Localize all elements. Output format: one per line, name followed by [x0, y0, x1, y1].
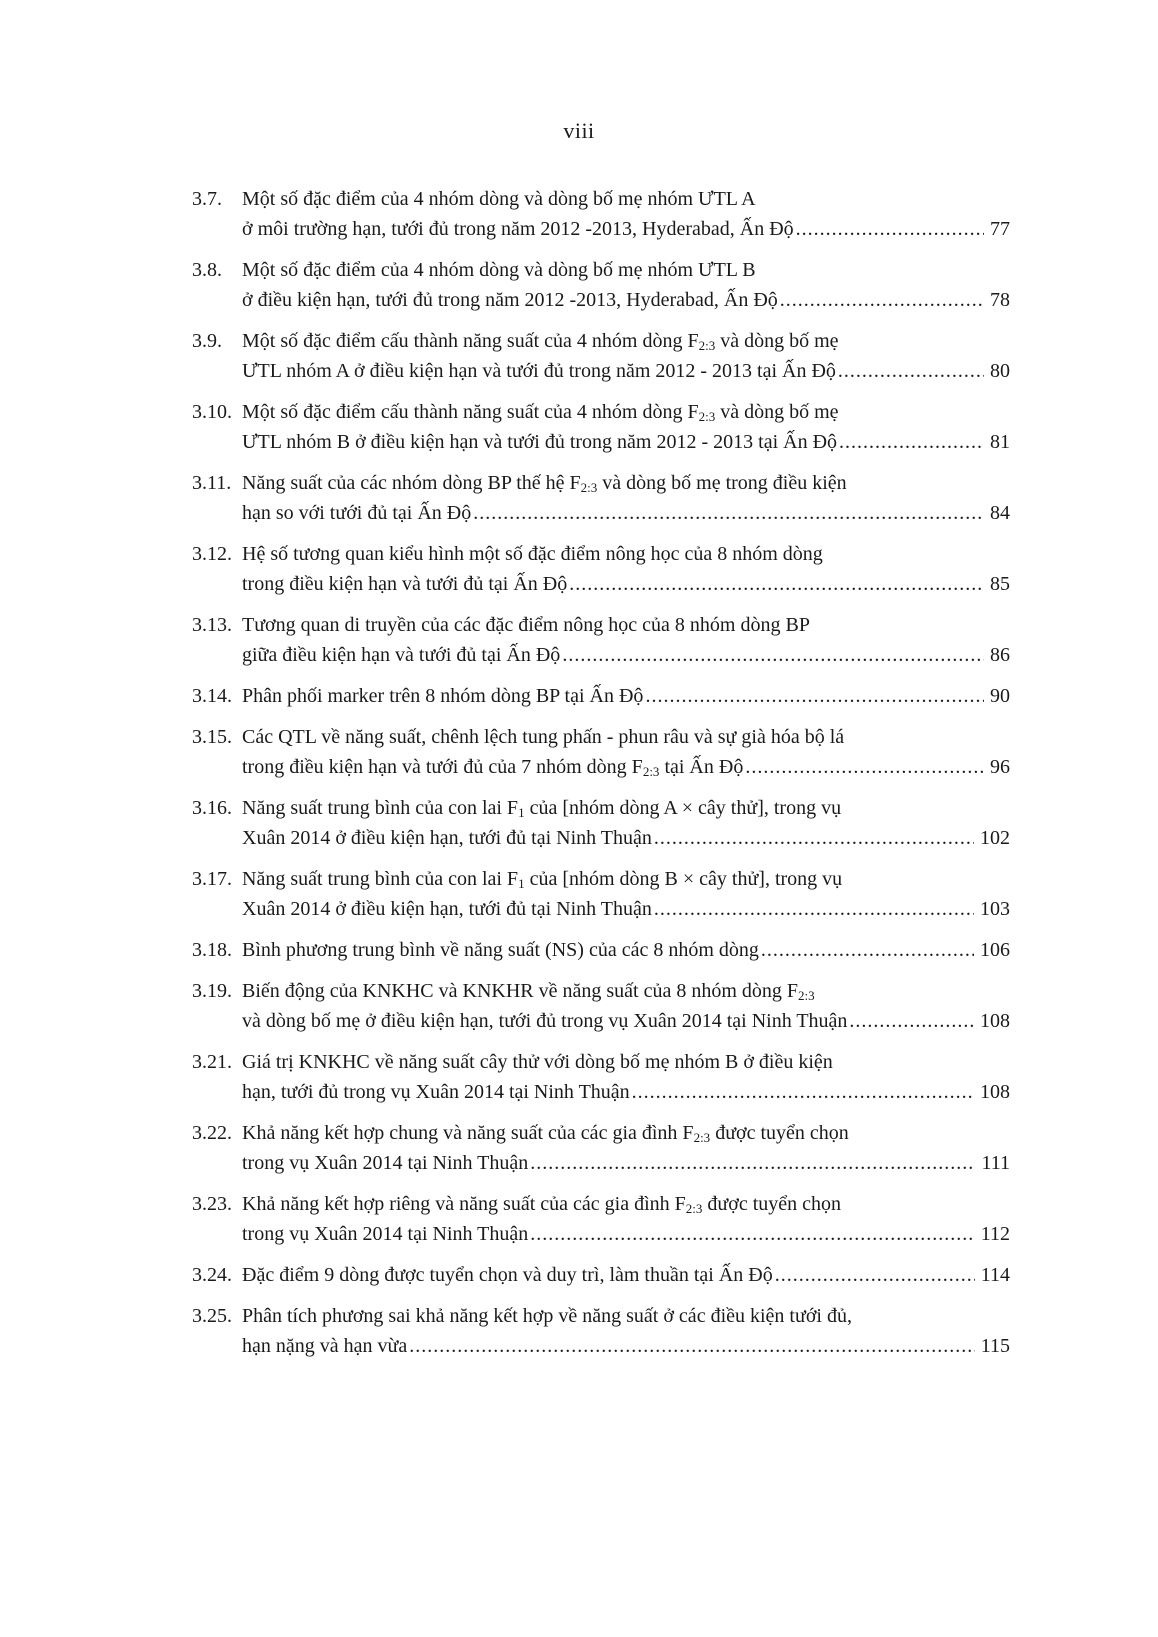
entry-title-line2: trong vụ Xuân 2014 tại Ninh Thuận	[242, 1223, 529, 1245]
entry-page: 96	[990, 756, 1010, 778]
toc-entry[interactable]	[192, 1047, 1010, 1107]
toc-entry[interactable]	[192, 864, 1010, 924]
entry-page: 90	[990, 685, 1010, 707]
leader-dots	[530, 1219, 974, 1249]
entry-title-line2: ở điều kiện hạn, tưới đủ trong năm 2012 -2013, Hyderabad, Ấn Độ	[242, 289, 778, 311]
subscript: 1	[518, 876, 525, 891]
entry-title-line1: Các QTL về năng suất, chênh lệch tung phấn - phun râu và sự già hóa bộ lá	[242, 726, 845, 748]
entry-title-part: và dòng bố mẹ	[715, 401, 839, 423]
toc-entry[interactable]	[192, 326, 1010, 386]
entry-page: 86	[990, 644, 1010, 666]
leader-dots	[745, 752, 984, 782]
entry-title-line2: ƯTL nhóm B ở điều kiện hạn và tưới đủ trong năm 2012 - 2013 tại Ấn Độ	[242, 431, 838, 453]
leader-dots	[654, 823, 974, 853]
entry-title-part: Năng suất của các nhóm dòng BP thế hệ F	[242, 472, 581, 494]
entry-page: 112	[980, 1223, 1010, 1245]
entry-page: 81	[990, 431, 1010, 453]
toc-entry[interactable]	[192, 935, 1010, 965]
entry-title-part: Khả năng kết hợp chung và năng suất của các gia đình F	[242, 1122, 694, 1144]
entry-number: 3.23.	[192, 1193, 232, 1215]
toc-entry[interactable]	[192, 468, 1010, 528]
leader-dots	[632, 1077, 974, 1107]
toc-entry[interactable]	[192, 610, 1010, 670]
leader-dots	[530, 1148, 975, 1178]
entry-page: 115	[980, 1335, 1010, 1357]
entry-title-line2: và dòng bố mẹ ở điều kiện hạn, tưới đủ trong vụ Xuân 2014 tại Ninh Thuận	[242, 1010, 848, 1032]
toc-entry[interactable]	[192, 1189, 1010, 1249]
entry-page: 102	[980, 827, 1010, 849]
subscript: 2:3	[798, 988, 815, 1003]
entry-page: 84	[990, 502, 1010, 524]
entry-number: 3.15.	[192, 726, 232, 748]
entry-title-part: Một số đặc điểm cấu thành năng suất của 4 nhóm dòng F	[242, 330, 699, 352]
table-of-contents	[192, 184, 1010, 1372]
leader-dots	[645, 681, 984, 711]
entry-title-line2: giữa điều kiện hạn và tưới đủ tại Ấn Độ	[242, 644, 561, 666]
entry-title-line2: hạn, tưới đủ trong vụ Xuân 2014 tại Ninh Thuận	[242, 1081, 630, 1103]
toc-entry[interactable]	[192, 539, 1010, 599]
entry-title-part: Một số đặc điểm cấu thành năng suất của 4 nhóm dòng F	[242, 401, 699, 423]
entry-number: 3.24.	[192, 1264, 232, 1286]
entry-title-line2: Đặc điểm 9 dòng được tuyển chọn và duy trì, làm thuần tại Ấn Độ	[242, 1264, 773, 1286]
page-number: viii	[563, 118, 595, 143]
entry-title-line1: Một số đặc điểm của 4 nhóm dòng và dòng bố mẹ nhóm ƯTL A	[242, 188, 756, 210]
entry-title-part: Năng suất trung bình của con lai F	[242, 868, 519, 890]
leader-dots	[473, 498, 984, 528]
entry-title-part: trong điều kiện hạn và tưới đủ của 7 nhóm dòng F	[242, 756, 643, 778]
entry-title-line1	[242, 326, 839, 356]
entry-title-line1: Tương quan di truyền của các đặc điểm nông học của 8 nhóm dòng BP	[242, 614, 810, 636]
entry-title-part: được tuyển chọn	[710, 1122, 849, 1144]
entry-title-part: Năng suất trung bình của con lai F	[242, 797, 519, 819]
entry-number: 3.17.	[192, 868, 232, 890]
entry-title-line1: Phân tích phương sai khả năng kết hợp về năng suất ở các điều kiện tưới đủ,	[242, 1305, 852, 1327]
subscript: 2:3	[642, 764, 660, 779]
leader-dots	[569, 569, 984, 599]
entry-page: 108	[980, 1081, 1010, 1103]
leader-dots	[796, 214, 984, 244]
entry-title-part: và dòng bố mẹ trong điều kiện	[597, 472, 847, 494]
subscript: 2:3	[580, 480, 598, 495]
entry-title-part: tại Ấn Độ	[659, 756, 744, 778]
subscript: 2:3	[685, 1201, 703, 1216]
entry-number: 3.19.	[192, 980, 232, 1002]
leader-dots	[562, 640, 984, 670]
entry-title-line1	[242, 976, 815, 1006]
entry-number: 3.8.	[192, 259, 222, 281]
toc-entry[interactable]	[192, 722, 1010, 782]
entry-title-line2: Xuân 2014 ở điều kiện hạn, tưới đủ tại Ninh Thuận	[242, 898, 652, 920]
entry-number: 3.11.	[192, 472, 232, 494]
entry-title-part: Khả năng kết hợp riêng và năng suất của các gia đình F	[242, 1193, 686, 1215]
subscript: 1	[518, 805, 525, 820]
toc-entry[interactable]	[192, 976, 1010, 1036]
toc-entry[interactable]	[192, 184, 1010, 244]
entry-number: 3.10.	[192, 401, 232, 423]
toc-entry[interactable]	[192, 793, 1010, 853]
entry-title-line2: Xuân 2014 ở điều kiện hạn, tưới đủ tại Ninh Thuận	[242, 827, 652, 849]
entry-title-line2: ở môi trường hạn, tưới đủ trong năm 2012 -2013, Hyderabad, Ấn Độ	[242, 218, 794, 240]
entry-title-line1: Hệ số tương quan kiểu hình một số đặc điểm nông học của 8 nhóm dòng	[242, 543, 823, 565]
entry-title-line2: trong điều kiện hạn và tưới đủ tại Ấn Độ	[242, 573, 568, 595]
subscript: 2:3	[693, 1130, 711, 1145]
entry-number: 3.13.	[192, 614, 232, 636]
entry-title-line1: Một số đặc điểm của 4 nhóm dòng và dòng bố mẹ nhóm ƯTL B	[242, 259, 756, 281]
toc-entry[interactable]	[192, 255, 1010, 315]
entry-title-line1: Giá trị KNKHC về năng suất cây thử với dòng bố mẹ nhóm B ở điều kiện	[242, 1051, 833, 1073]
entry-number: 3.12.	[192, 543, 232, 565]
entry-page: 106	[980, 939, 1010, 961]
entry-title-line2: hạn nặng và hạn vừa	[242, 1335, 408, 1357]
entry-number: 3.18.	[192, 939, 232, 961]
subscript: 2:3	[698, 338, 716, 353]
entry-title-line2: ƯTL nhóm A ở điều kiện hạn và tưới đủ trong năm 2012 - 2013 tại Ấn Độ	[242, 360, 836, 382]
toc-entry[interactable]	[192, 1118, 1010, 1178]
leader-dots	[838, 356, 984, 386]
entry-title-line2: Bình phương trung bình về năng suất (NS) của các 8 nhóm dòng	[242, 939, 759, 961]
entry-page: 78	[990, 289, 1010, 311]
entry-title-line2: hạn so với tưới đủ tại Ấn Độ	[242, 502, 472, 524]
entry-page: 77	[990, 218, 1010, 240]
leader-dots	[839, 427, 984, 457]
entry-page: 85	[990, 573, 1010, 595]
entry-number: 3.7.	[192, 188, 222, 210]
entry-title-line1	[242, 1189, 841, 1219]
entry-number: 3.21.	[192, 1051, 232, 1073]
entry-title-line1	[242, 468, 847, 498]
entry-title-part: và dòng bố mẹ	[715, 330, 839, 352]
entry-title-line2	[242, 752, 743, 782]
entry-number: 3.16.	[192, 797, 232, 819]
entry-title-part: của [nhóm dòng B × cây thử], trong vụ	[524, 868, 843, 890]
entry-page: 103	[980, 898, 1010, 920]
entry-title-line2: Phân phối marker trên 8 nhóm dòng BP tại Ấn Độ	[242, 685, 644, 707]
entry-title-line1	[242, 397, 839, 427]
entry-page: 80	[990, 360, 1010, 382]
leader-dots	[654, 894, 974, 924]
leader-dots	[849, 1006, 974, 1036]
entry-title-line2: trong vụ Xuân 2014 tại Ninh Thuận	[242, 1152, 529, 1174]
entry-title-line1	[242, 793, 841, 823]
entry-title-part: Biến động của KNKHC và KNKHR về năng suất của 8 nhóm dòng F	[242, 980, 799, 1002]
entry-page: 114	[980, 1264, 1010, 1286]
toc-entry[interactable]	[192, 681, 1010, 711]
subscript: 2:3	[698, 409, 716, 424]
leader-dots	[775, 1260, 975, 1290]
leader-dots	[409, 1331, 975, 1361]
toc-entry[interactable]	[192, 1301, 1010, 1361]
entry-number: 3.9.	[192, 330, 222, 352]
entry-number: 3.14.	[192, 685, 232, 707]
entry-number: 3.25.	[192, 1305, 232, 1327]
toc-entry[interactable]	[192, 397, 1010, 457]
entry-title-line1	[242, 1118, 849, 1148]
entry-title-part: của [nhóm dòng A × cây thử], trong vụ	[524, 797, 842, 819]
leader-dots	[780, 285, 984, 315]
leader-dots	[761, 935, 974, 965]
entry-title-line1	[242, 864, 842, 894]
entry-page: 108	[980, 1010, 1010, 1032]
toc-entry[interactable]	[192, 1260, 1010, 1290]
entry-title-part: được tuyển chọn	[702, 1193, 842, 1215]
entry-number: 3.22.	[192, 1122, 232, 1144]
entry-page: 111	[981, 1152, 1010, 1174]
